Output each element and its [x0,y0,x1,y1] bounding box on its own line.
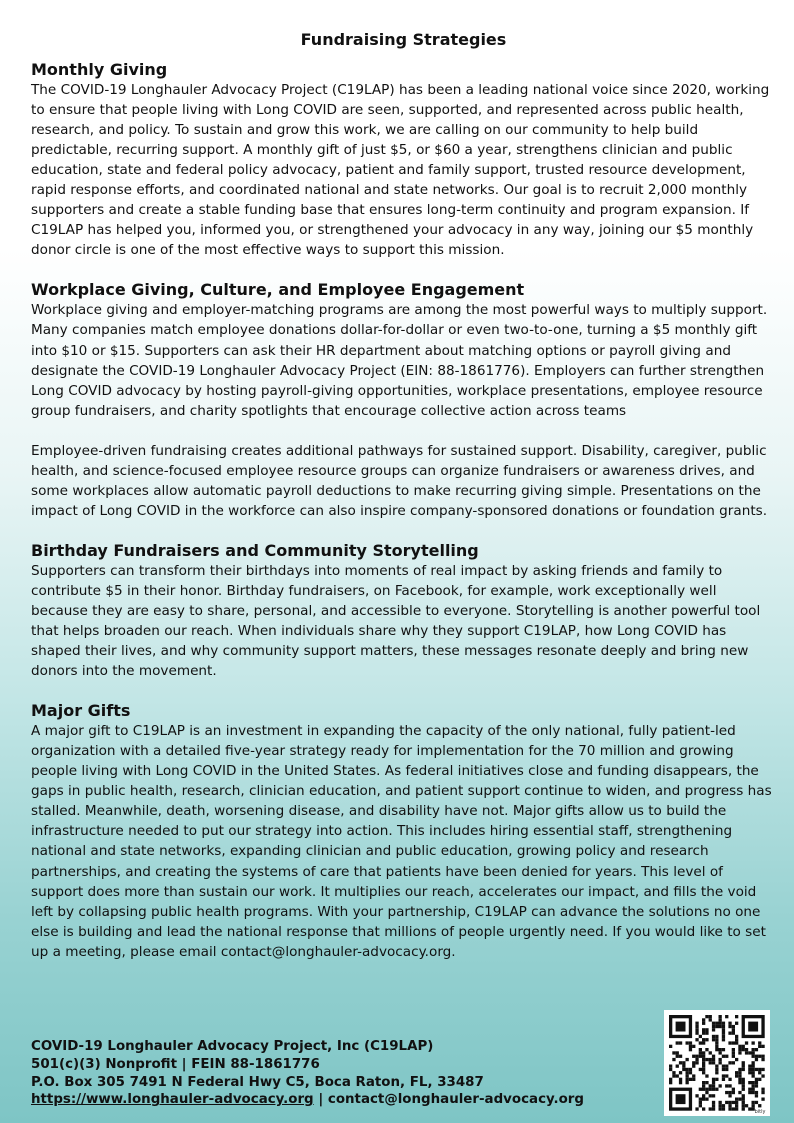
section-heading-major-gifts: Major Gifts [31,701,131,721]
email-text: contact@longhauler-advocacy.org [327,1092,584,1108]
paragraph-workplace-giving-2: Employee-driven fundraising creates additional pathways for sustained support. Disability, caregiver, public health, and science-focused employee resource groups can organize fundraisers or awareness drives, and some workplaces allow automatic payroll deductions to make recurring giving simple. Presentations on the impact of Long COVID in the workforce can also inspire company-sponsored donations or foundation grants. [31,442,768,519]
paragraph-monthly-giving: The COVID-19 Longhauler Advocacy Project (C19LAP) has been a leading national voice since 2020, working to ensure that people living with Long COVID are seen, supported, and represented across public health, research, and policy. To sustain and grow this work, we are calling on our community to help build predictable, recurring support. A monthly gift of just $5, or $60 a year, strengthens clinician and public education, state and federal policy advocacy, patient and family support, trusted resource development, rapid response efforts, and coordinated national and state networks. Our goal is to recruit 2,000 monthly supporters and create a stable funding base that ensures long-term continuity and program expansion. If C19LAP has helped you, informed you, or strengthened your advocacy in any way, joining our $5 monthly donor circle is one of the most effective ways to support this mission. [31,82,770,259]
section-heading-workplace-giving: Workplace Giving, Culture, and Employee Engagement [31,280,525,300]
footer-status: 501(c)(3) Nonprofit | FEIN 88-1861776 [31,1056,320,1072]
paragraph-workplace-giving-1: Workplace giving and employer-matching programs are among the most powerful ways to multiply support. Many companies match employee donations dollar-for-dollar or even two-to-one, turning a $5 monthly gift into $10 or $15. Supporters can ask their HR department about matching options or payroll giving and designate the COVID-19 Longhauler Advocacy Project (EIN: 88-1861776). Employers can further strengthen Long COVID advocacy by hosting payroll-giving opportunities, workplace presentations, employee resource group fundraisers, and charity spotlights that encourage collective action across teams [31,302,768,419]
paragraph-birthday-fundraisers: Supporters can transform their birthdays into moments of real impact by asking friends and family to contribute $5 in their honor. Birthday fundraisers, on Facebook, for example, work exceptionally well because they are easy to share, personal, and accessible to everyone. Storytelling is another powerful tool that helps broaden our reach. When individuals share why they support C19LAP, how Long COVID has shaped their lives, and why community support matters, these messages resonate deeply and bring new donors into the movement. [31,562,761,680]
footer-address: P.O. Box 305 7491 N Federal Hwy C5, Boca Raton, FL, 33487 [31,1074,484,1090]
qr-code-icon[interactable] [664,1010,770,1116]
document-page [31,30,776,962]
footer-org-name: COVID-19 Longhauler Advocacy Project, Inc (C19LAP) [31,1039,434,1054]
qr-code-graphic [664,1010,770,1116]
paragraph-major-gifts: A major gift to C19LAP is an investment in expanding the capacity of the only national, fully patient-led organization with a detailed five-year strategy ready for implementation for the 70 million and growing people living with Long COVID in the United States. As federal initiatives close and funding disappears, the gaps in public health, research, clinician education, and patient support continue to widen, and progress has stalled. Meanwhile, death, worsening disease, and disability have not. Major gifts allow us to build the infrastructure needed to put our strategy into action. This includes hiring essential staff, strengthening national and state networks, expanding clinician and public education, growing policy and research partnerships, and creating the systems of care that patients have been denied for years. This level of support does more than sustain our work. It multiplies our reach, accelerates our impact, and fills the void left by collapsing public health programs. With your partnership, C19LAP can advance the solutions no one else is building and lead the national response that millions of people urgently need. If you would like to set up a meeting, please email contact@longhauler-advocacy.org. [31,723,772,960]
bitly-mark: bitly [754,1109,766,1115]
section-heading-birthday-fundraisers: Birthday Fundraisers and Community Storytelling [31,540,479,560]
footer-separator: | [313,1092,328,1108]
page-title: Fundraising Strategies [300,30,507,49]
section-heading-monthly-giving: Monthly Giving [31,60,168,79]
website-link[interactable]: https://www.longhauler-advocacy.org [31,1092,314,1108]
footer [31,1038,584,1109]
footer-contact-line [31,1091,584,1109]
